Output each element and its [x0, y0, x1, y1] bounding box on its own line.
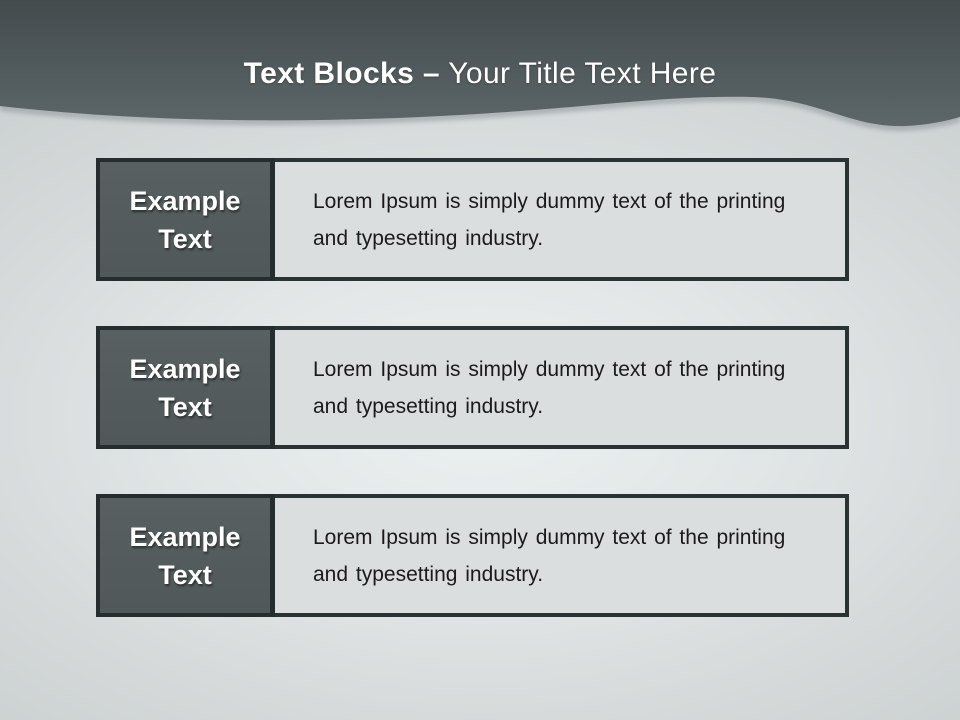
text-block-2	[96, 326, 849, 449]
text-blocks-group	[96, 158, 849, 662]
text-block-2-text: Lorem Ipsum is simply dummy text of the printing and typesetting industry.	[313, 357, 786, 418]
text-block-3-body	[275, 494, 849, 617]
text-block-3	[96, 494, 849, 617]
text-block-3-label: Example Text	[96, 494, 275, 617]
text-block-1-label: Example Text	[96, 158, 275, 281]
slide-title-regular: Your Title Text Here	[440, 57, 717, 90]
text-block-3-text: Lorem Ipsum is simply dummy text of the printing and typesetting industry.	[313, 525, 786, 586]
slide-title-bold: Text Blocks –	[243, 57, 441, 90]
text-block-1-text: Lorem Ipsum is simply dummy text of the printing and typesetting industry.	[313, 189, 786, 250]
text-block-2-body	[275, 326, 849, 449]
text-block-1-body	[275, 158, 849, 281]
text-block-2-label: Example Text	[96, 326, 275, 449]
text-block-1	[96, 158, 849, 281]
slide-title	[0, 54, 960, 94]
